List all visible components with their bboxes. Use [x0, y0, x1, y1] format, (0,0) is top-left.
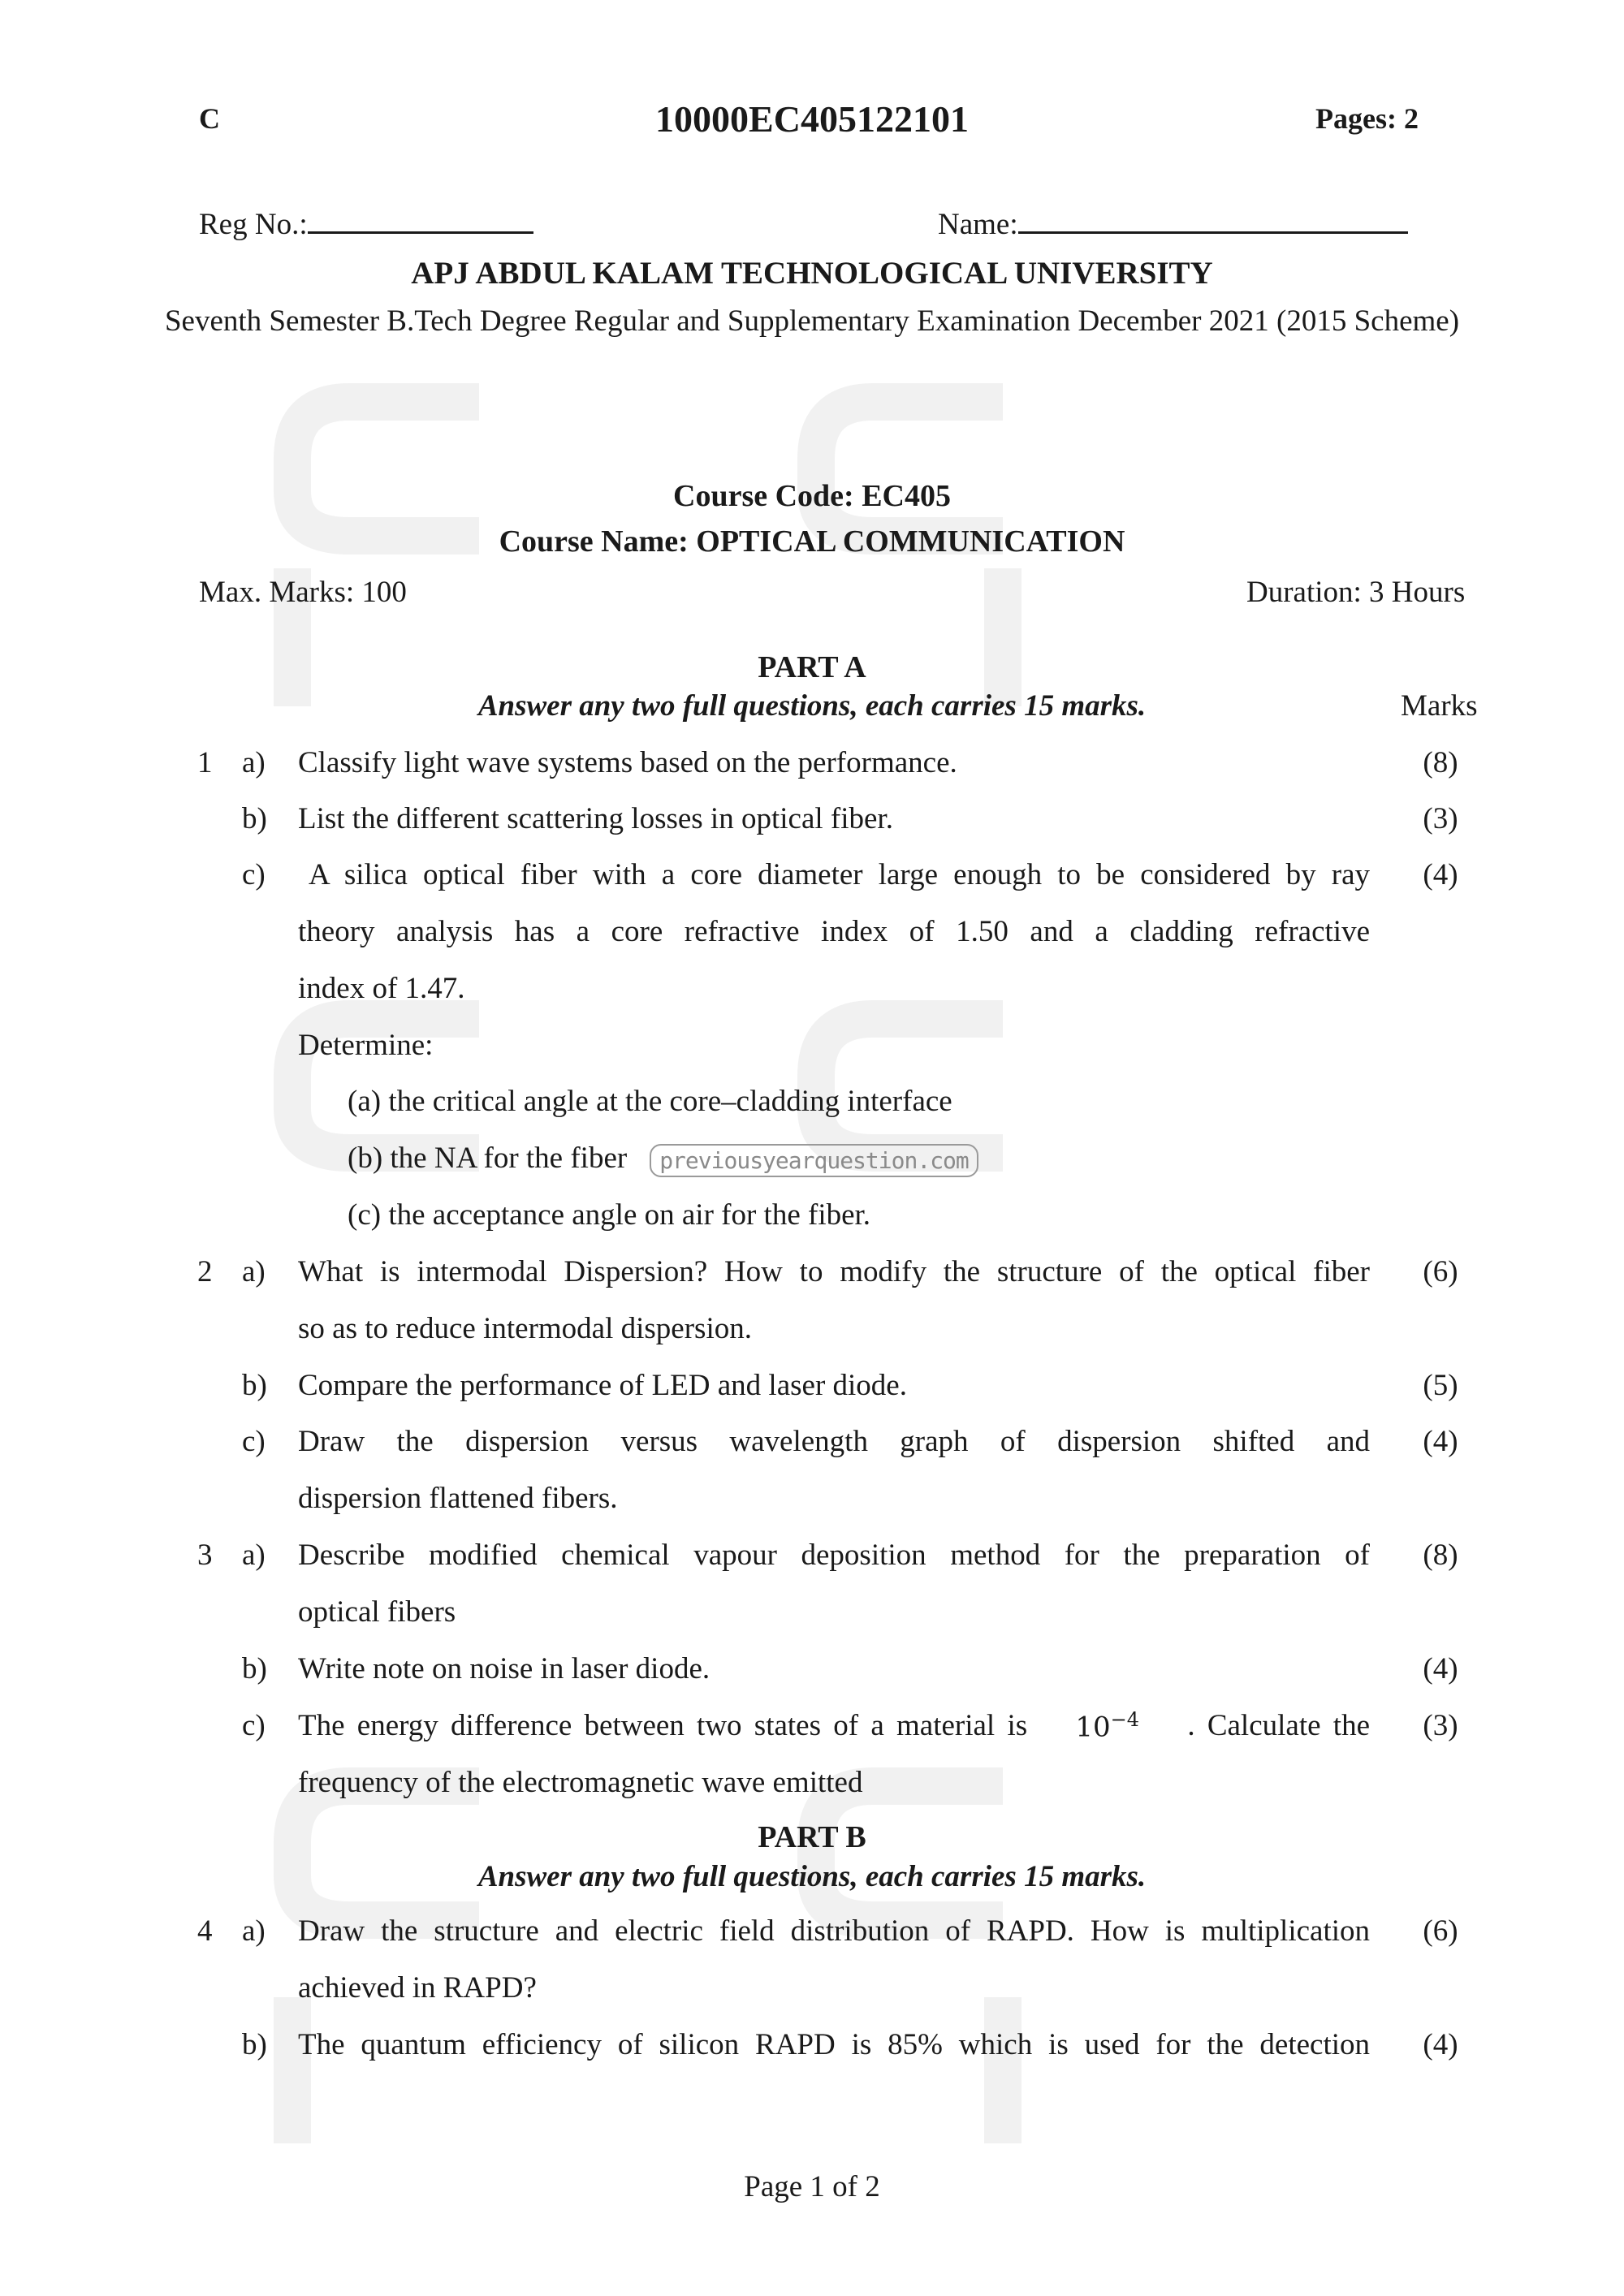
q2a-marks: (6)	[1423, 1255, 1458, 1288]
course-name: Course Name: OPTICAL COMMUNICATION	[499, 524, 1125, 559]
q1c-label: c)	[242, 858, 266, 891]
q1a-marks: (8)	[1423, 746, 1458, 779]
page-number-footer: Page 1 of 2	[744, 2170, 880, 2203]
q2c-label: c)	[242, 1425, 266, 1458]
q1c-line-2: theory analysis has a core refractive index of 1.50 and a cladding refractive	[298, 915, 1370, 948]
reg-no-field	[199, 207, 533, 242]
paper-code: 10000EC405122101	[655, 98, 969, 140]
pages-count: Pages: 2	[1315, 102, 1419, 135]
exam-title: Seventh Semester B.Tech Degree Regular and Supplementary Examination December 2021 (2015 Scheme)	[164, 304, 1460, 338]
q3c-line-1	[298, 1708, 1370, 1743]
q1a-text: Classify light wave systems based on the performance.	[298, 746, 957, 779]
question-number-2: 2	[197, 1255, 213, 1288]
q3b-marks: (4)	[1423, 1652, 1458, 1685]
course-code: Course Code: EC405	[673, 479, 951, 513]
q3c-line-1-pre: The energy difference between two states of a material is	[298, 1709, 1028, 1742]
q3c-exponent-expr	[1075, 1708, 1139, 1743]
q3a-marks: (8)	[1423, 1539, 1458, 1572]
q2a-label: a)	[242, 1255, 266, 1288]
q3a-label: a)	[242, 1539, 266, 1572]
max-marks: Max. Marks: 100	[199, 576, 407, 609]
q1a-label: a)	[242, 746, 266, 779]
q3a-line-2: optical fibers	[298, 1595, 456, 1629]
q2b-label: b)	[242, 1369, 267, 1402]
name-blank	[1018, 207, 1408, 234]
q4a-label: a)	[242, 1914, 266, 1948]
q4b-label: b)	[242, 2028, 267, 2061]
reg-no-label: Reg No.:	[199, 208, 308, 241]
q2c-line-2: dispersion flattened fibers.	[298, 1482, 618, 1515]
q2b-text: Compare the performance of LED and laser diode.	[298, 1369, 907, 1402]
series-label: C	[199, 102, 220, 135]
part-a-title: PART A	[758, 650, 866, 684]
part-b-instruction: Answer any two full questions, each carries 15 marks.	[477, 1860, 1147, 1893]
q1c-line-1: A silica optical fiber with a core diameter large enough to be considered by ray	[309, 858, 1370, 891]
q3c-marks: (3)	[1423, 1709, 1458, 1742]
q1c-sub-b-row	[348, 1141, 978, 1177]
q1c-sub-c: (c) the acceptance angle on air for the fiber.	[348, 1198, 871, 1232]
q1c-sub-a: (a) the critical angle at the core–cladding interface	[348, 1085, 952, 1118]
q1b-label: b)	[242, 802, 267, 835]
q4b-marks: (4)	[1423, 2028, 1458, 2061]
q2c-line-1: Draw the dispersion versus wavelength graph of dispersion shifted and	[298, 1425, 1370, 1458]
reg-no-blank	[308, 207, 533, 234]
q3b-label: b)	[242, 1652, 267, 1685]
part-b-title: PART B	[758, 1820, 866, 1854]
q2a-line-1: What is intermodal Dispersion? How to modify the structure of the optical fiber	[298, 1255, 1370, 1288]
q1c-sub-b: (b) the NA for the fiber	[348, 1142, 628, 1175]
q4b-line-1: The quantum efficiency of silicon RAPD is 85% which is used for the detection	[298, 2028, 1370, 2061]
name-field	[938, 207, 1408, 242]
q1b-text: List the different scattering losses in optical fiber.	[298, 802, 893, 835]
q2b-marks: (5)	[1423, 1369, 1458, 1402]
q4a-marks: (6)	[1423, 1914, 1458, 1948]
q4a-line-2: achieved in RAPD?	[298, 1971, 537, 2005]
q1b-marks: (3)	[1423, 802, 1458, 835]
q3b-text: Write note on noise in laser diode.	[298, 1652, 710, 1685]
duration: Duration: 3 Hours	[1246, 576, 1466, 609]
q3c-exponent: −4	[1110, 1708, 1140, 1731]
question-number-3: 3	[197, 1539, 213, 1572]
q4a-line-1: Draw the structure and electric field distribution of RAPD. How is multiplication	[298, 1914, 1370, 1948]
q1c-line-4: Determine:	[298, 1029, 434, 1062]
q3c-line-2: frequency of the electromagnetic wave emitted	[298, 1766, 863, 1799]
watermark-stamp: previousyearquestion.com	[650, 1144, 978, 1177]
question-number-1: 1	[197, 746, 213, 779]
q1c-marks: (4)	[1423, 858, 1458, 891]
q3c-line-1-post: . Calculate the	[1187, 1709, 1370, 1742]
q3a-line-1: Describe modified chemical vapour deposition method for the preparation of	[298, 1539, 1370, 1572]
question-number-4: 4	[197, 1914, 213, 1948]
q2c-marks: (4)	[1423, 1425, 1458, 1458]
marks-column-header: Marks	[1401, 689, 1478, 723]
q1c-line-3: index of 1.47.	[298, 972, 465, 1005]
university-name: APJ ABDUL KALAM TECHNOLOGICAL UNIVERSITY	[411, 256, 1213, 291]
q3c-base: 10	[1075, 1711, 1111, 1744]
q3c-label: c)	[242, 1709, 266, 1742]
name-label: Name:	[938, 208, 1018, 241]
q2a-line-2: so as to reduce intermodal dispersion.	[298, 1312, 752, 1345]
part-a-instruction: Answer any two full questions, each carries 15 marks.	[477, 689, 1147, 723]
